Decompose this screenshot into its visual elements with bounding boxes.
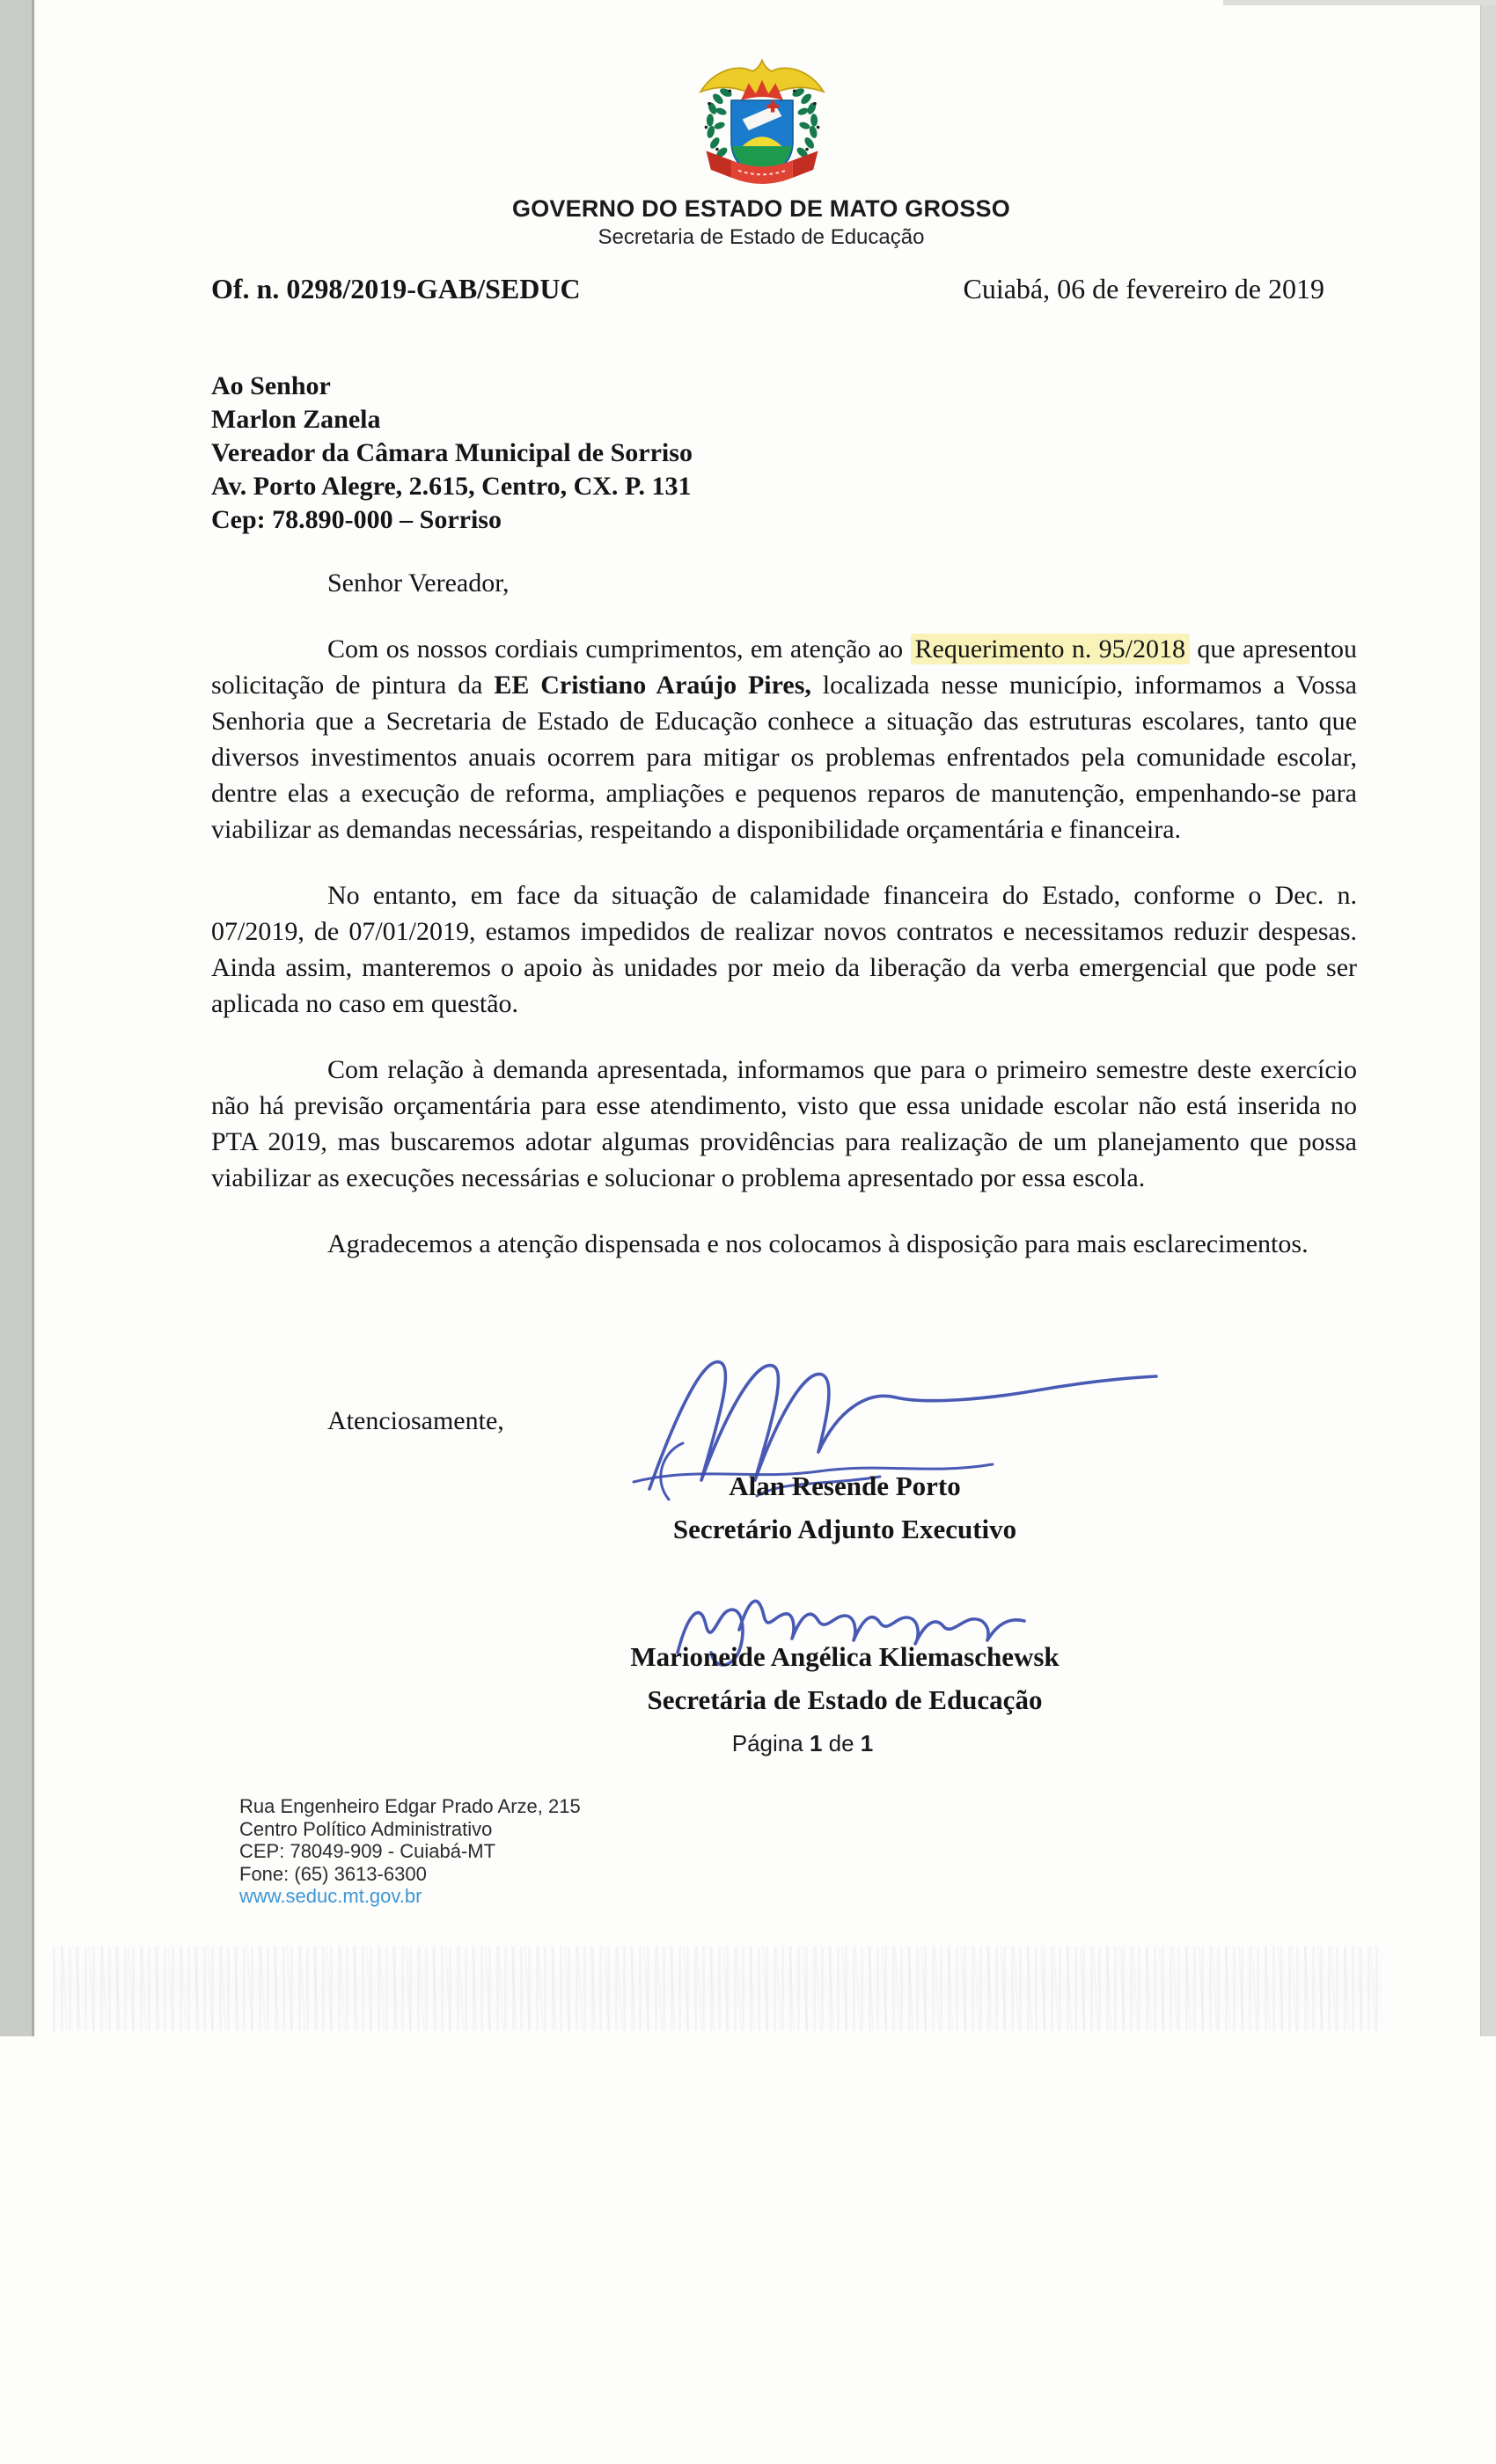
signature-2-block xyxy=(554,1635,1135,1721)
footer-phone: Fone: (65) 3613-6300 xyxy=(239,1862,427,1885)
paragraph-1-text: que apresentou solicitação de pintura da xyxy=(211,634,1357,700)
footer-cep: CEP: 78049-909 - Cuiabá-MT xyxy=(239,1840,496,1862)
office-reference-number: Of. n. 0298/2019-GAB/SEDUC xyxy=(211,273,581,304)
letterhead-secretariat: Secretaria de Estado de Educação xyxy=(598,225,925,249)
paragraph-1 xyxy=(211,631,1357,847)
scan-left-margin xyxy=(0,0,34,2036)
page-indicator xyxy=(539,1730,1067,1757)
signature-1-block xyxy=(563,1464,1126,1551)
school-name-bold: EE Cristiano Araújo Pires, xyxy=(494,671,811,700)
page-indicator-prefix: Página xyxy=(731,1730,810,1756)
footer-website-url: www.seduc.mt.gov.br xyxy=(239,1885,422,1907)
scan-noise-band xyxy=(53,1947,1382,2031)
scan-right-margin xyxy=(1480,0,1496,2036)
paragraph-2: No entanto, em face da situação de calamidade financeira do Estado, conforme o Dec. n. 07/2019, de 07/01/2019, estamos impedidos de realizar novos contratos e necessitamos reduzir despesas. Ainda assim, manteremos o apoio às unidades por meio da liberação da verba emergencial que pode ser aplicada no caso em questão. xyxy=(211,881,1357,1018)
highlighted-requerimento: Requerimento n. 95/2018 xyxy=(911,634,1191,664)
letterhead-government: GOVERNO DO ESTADO DE MATO GROSSO xyxy=(512,195,1010,222)
signatory-1-name: Alan Resende Porto xyxy=(729,1470,961,1501)
recipient-line: Cep: 78.890-000 – Sorriso xyxy=(211,505,502,534)
paragraph-1-text: localizada nesse município, informamos a Vossa Senhoria que a Secretaria de Estado de Educação conhece a situação das estruturas escolares, tanto que diversos investimentos anuais ocorrem para mitigar os problemas enfrentados pela comunidade escolar, dentre elas a execução de reforma, ampliações e pequenos reparos de manutenção, empenhando-se para viabilizar as demandas necessárias, respeitando a disponibilidade orçamentária e financeira. xyxy=(211,671,1357,844)
mato-grosso-coat-of-arms-icon xyxy=(688,56,836,192)
place-and-date: Cuiabá, 06 de fevereiro de 2019 xyxy=(963,273,1324,304)
page-current-number: 1 xyxy=(809,1730,823,1756)
scan-top-edge xyxy=(1223,0,1496,5)
footer-district: Centro Político Administrativo xyxy=(239,1817,493,1840)
paragraph-3: Com relação à demanda apresentada, informamos que para o primeiro semestre deste exercício não há previsão orçamentária para esse atendimento, visto que essa unidade escolar não está inserida no PTA 2019, mas buscaremos adotar algumas providências para realização de um planejamento que possa viabilizar as execuções necessárias e solucionar o problema apresentado por essa escola. xyxy=(211,1055,1357,1192)
footer-address-block xyxy=(239,1795,581,1908)
recipient-line: Av. Porto Alegre, 2.615, Centro, CX. P. 131 xyxy=(211,472,692,501)
signatory-2-name: Marioneide Angélica Kliemaschewsk xyxy=(630,1641,1060,1672)
signatory-1-title: Secretário Adjunto Executivo xyxy=(672,1514,1017,1544)
signatory-2-title: Secretária de Estado de Educação xyxy=(647,1684,1043,1715)
paragraph-4: Agradecemos a atenção dispensada e nos colocamos à disposição para mais esclarecimentos. xyxy=(327,1229,1309,1258)
salutation: Senhor Vereador, xyxy=(327,568,510,598)
paragraph-1-text: Com os nossos cordiais cumprimentos, em atenção ao xyxy=(327,634,911,664)
page-indicator-separator: de xyxy=(822,1730,861,1756)
footer-street: Rua Engenheiro Edgar Prado Arze, 215 xyxy=(239,1795,581,1817)
recipient-line: Marlon Zanela xyxy=(211,405,381,434)
recipient-line: Vereador da Câmara Municipal de Sorriso xyxy=(211,438,693,467)
letter-body xyxy=(211,565,1357,1292)
recipient-line: Ao Senhor xyxy=(211,371,331,400)
recipient-block xyxy=(211,370,693,537)
closing-salutation: Atenciosamente, xyxy=(327,1406,504,1435)
page-total-number: 1 xyxy=(860,1730,874,1756)
